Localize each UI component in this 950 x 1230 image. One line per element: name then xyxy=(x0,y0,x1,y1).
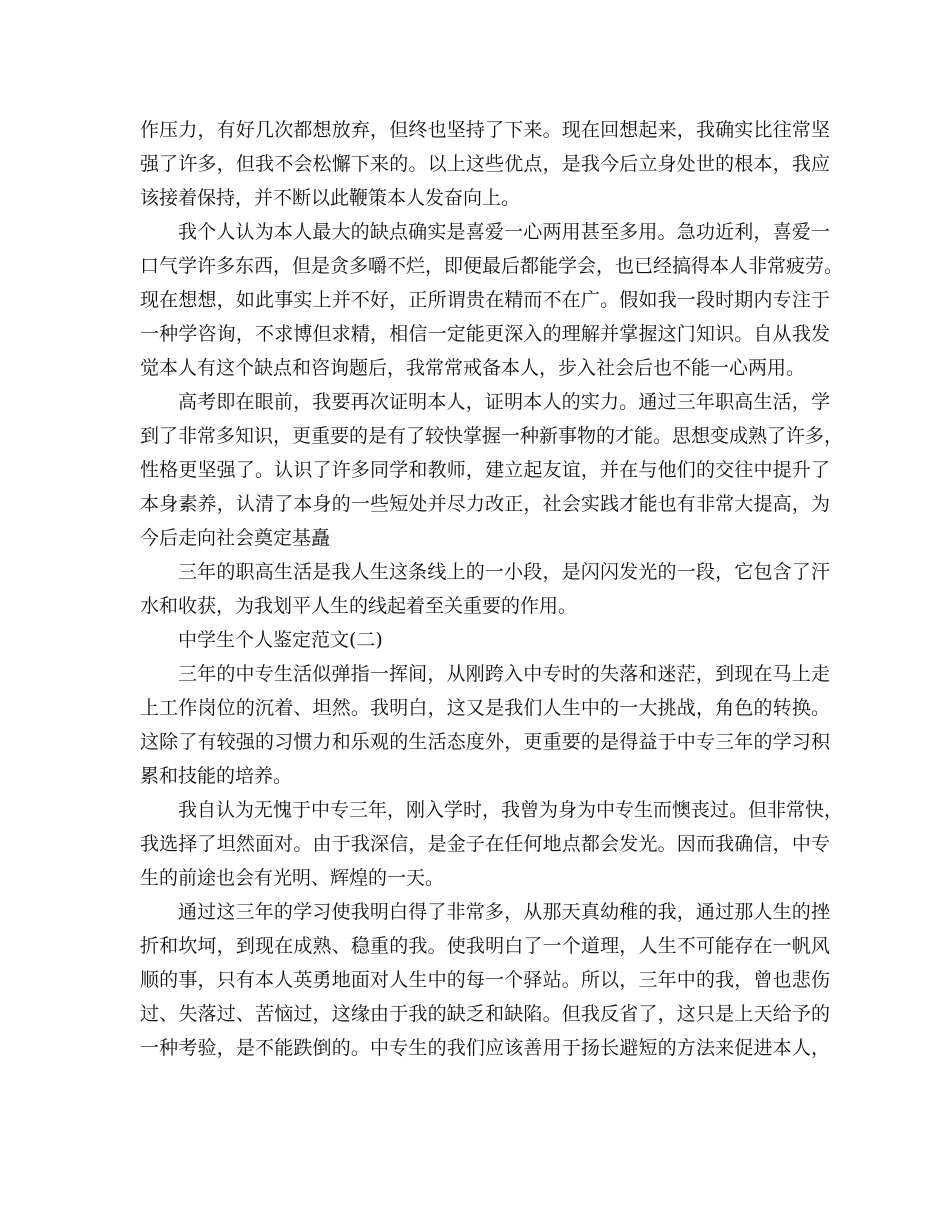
text-line: 累和技能的培养。 xyxy=(140,765,293,787)
text-line: 三年的中专生活似弹指一挥间，从刚跨入中专时的失落和迷茫，到现在马上走 xyxy=(178,663,830,685)
text-line: 这除了有较强的习惯力和乐观的生活态度外，更重要的是得益于中专三年的学习积 xyxy=(140,731,830,753)
document-body xyxy=(140,113,844,1065)
text-line: 作压力，有好几次都想放弃，但终也坚持了下来。现在回想起来，我确实比往常坚 xyxy=(140,119,830,141)
section-heading: 中学生个人鉴定范文(二) xyxy=(178,629,383,651)
text-line: 今后走向社会奠定基矗 xyxy=(140,527,331,549)
text-line: 现在想想，如此事实上并不好，正所谓贵在精而不在广。假如我一段时期内专注于 xyxy=(140,289,830,311)
text-line: 一种学咨询，不求博但求精，相信一定能更深入的理解并掌握这门知识。自从我发 xyxy=(140,323,830,345)
text-line: 我选择了坦然面对。由于我深信，是金子在任何地点都会发光。因而我确信，中专 xyxy=(140,833,830,855)
text-line: 水和收获，为我划平人生的线起着至关重要的作用。 xyxy=(140,595,578,617)
text-line: 折和坎坷，到现在成熟、稳重的我。使我明白了一个道理，人生不可能存在一帆风 xyxy=(140,935,830,957)
text-line: 上工作岗位的沉着、坦然。我明白，这又是我们人生中的一大挑战，角色的转换。 xyxy=(140,697,830,719)
text-line: 本身素养，认清了本身的一些短处并尽力改正，社会实践才能也有非常大提高，为 xyxy=(140,493,830,515)
text-line: 一种考验，是不能跌倒的。中专生的我们应该善用于扬长避短的方法来促进本人， xyxy=(140,1037,830,1059)
text-line: 该接着保持，并不断以此鞭策本人发奋向上。 xyxy=(140,187,521,209)
text-line: 我个人认为本人最大的缺点确实是喜爱一心两用甚至多用。急功近利，喜爱一 xyxy=(178,221,830,243)
text-line: 到了非常多知识，更重要的是有了较快掌握一种新事物的才能。思想变成熟了许多， xyxy=(140,425,844,447)
text-line: 生的前途也会有光明、辉煌的一天。 xyxy=(140,867,445,889)
text-line: 强了许多，但我不会松懈下来的。以上这些优点，是我今后立身处世的根本，我应 xyxy=(140,153,830,175)
text-line: 顺的事，只有本人英勇地面对人生中的每一个驿站。所以，三年中的我，曾也悲伤 xyxy=(140,969,830,991)
text-line: 过、失落过、苦恼过，这缘由于我的缺乏和缺陷。但我反省了，这只是上天给予的 xyxy=(140,1003,830,1025)
text-line: 口气学许多东西，但是贪多嚼不烂，即便最后都能学会，也已经搞得本人非常疲劳。 xyxy=(140,255,844,277)
text-line: 我自认为无愧于中专三年，刚入学时，我曾为身为中专生而懊丧过。但非常快， xyxy=(178,799,844,821)
text-line: 通过这三年的学习使我明白得了非常多，从那天真幼稚的我，通过那人生的挫 xyxy=(178,901,830,923)
text-line: 高考即在眼前，我要再次证明本人，证明本人的实力。通过三年职高生活，学 xyxy=(178,391,830,413)
text-line: 性格更坚强了。认识了许多同学和教师，建立起友谊，并在与他们的交往中提升了 xyxy=(140,459,830,481)
text-line: 三年的职高生活是我人生这条线上的一小段，是闪闪发光的一段，它包含了汗 xyxy=(178,561,830,583)
text-line: 觉本人有这个缺点和咨询题后，我常常戒备本人，步入社会后也不能一心两用。 xyxy=(140,357,806,379)
